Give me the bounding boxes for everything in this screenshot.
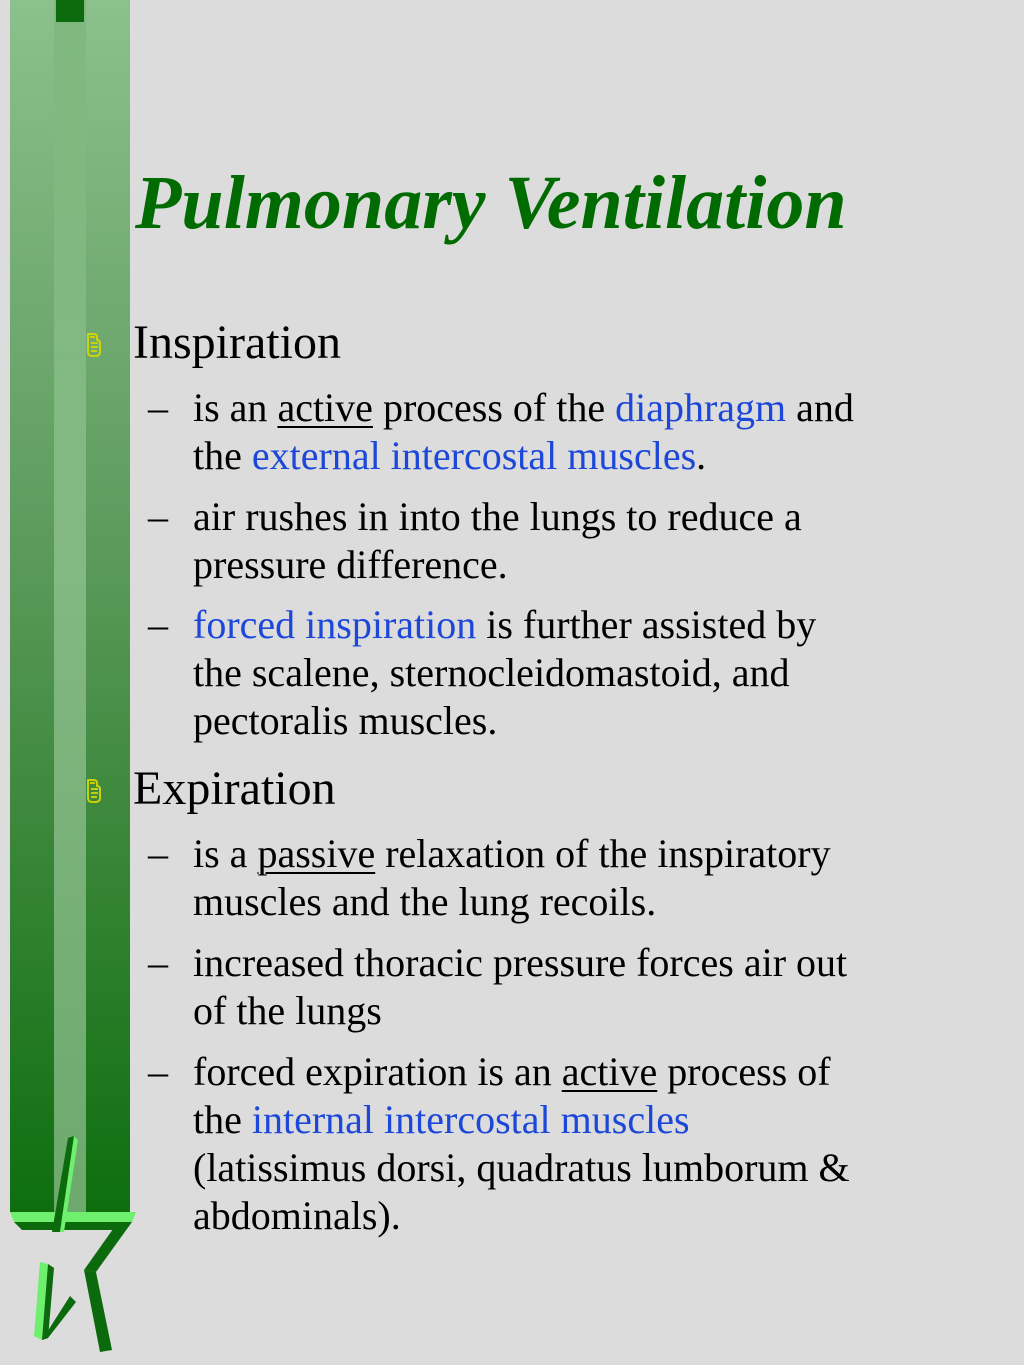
underlined-term: active bbox=[277, 385, 373, 430]
dash-marker: – bbox=[148, 385, 168, 430]
section-heading-inspiration: Inspiration bbox=[133, 316, 341, 369]
text: increased thoracic pressure forces air out bbox=[193, 940, 848, 985]
underlined-term: passive bbox=[257, 831, 376, 876]
highlighted-term: diaphragm bbox=[615, 385, 787, 430]
list-item bbox=[148, 601, 968, 745]
list-item bbox=[148, 830, 968, 926]
text: the bbox=[193, 1097, 252, 1142]
list-item bbox=[148, 1048, 968, 1240]
section-heading-expiration: Expiration bbox=[133, 762, 336, 815]
underlined-term: active bbox=[561, 1049, 658, 1094]
highlighted-term: internal intercostal muscles bbox=[251, 1097, 690, 1142]
text: and bbox=[786, 385, 854, 430]
dash-marker: – bbox=[148, 494, 168, 539]
text: process of bbox=[657, 1049, 831, 1094]
text: air rushes in into the lungs to reduce a bbox=[193, 494, 802, 539]
text: abdominals). bbox=[193, 1193, 401, 1238]
text: (latissimus dorsi, quadratus lumborum & bbox=[193, 1145, 850, 1190]
pointing-hand-icon bbox=[84, 778, 104, 804]
highlighted-term: forced inspiration bbox=[193, 602, 477, 647]
pointing-hand-icon bbox=[84, 332, 104, 358]
decorative-sidebar bbox=[0, 0, 140, 1365]
text: is further assisted by bbox=[476, 602, 817, 647]
slide-title: Pulmonary Ventilation bbox=[135, 161, 847, 245]
text: muscles and the lung recoils. bbox=[193, 879, 657, 924]
text: the bbox=[193, 433, 252, 478]
dash-marker: – bbox=[148, 602, 168, 647]
list-item bbox=[148, 939, 968, 1035]
list-item bbox=[148, 384, 968, 480]
text: is a bbox=[193, 831, 258, 876]
dash-marker: – bbox=[148, 940, 168, 985]
text: process of the bbox=[372, 385, 616, 430]
text: relaxation of the inspiratory bbox=[375, 831, 831, 876]
text: pressure difference. bbox=[193, 542, 508, 587]
text: of the lungs bbox=[193, 988, 382, 1033]
text: the scalene, sternocleidomastoid, and bbox=[193, 650, 790, 695]
dash-marker: – bbox=[148, 831, 168, 876]
green-bars bbox=[10, 0, 130, 1212]
text: forced expiration is an bbox=[193, 1049, 562, 1094]
text: is an bbox=[193, 385, 278, 430]
highlighted-term: external intercostal muscles bbox=[251, 433, 697, 478]
dash-marker: – bbox=[148, 1049, 168, 1094]
text: . bbox=[696, 433, 707, 478]
text: pectoralis muscles. bbox=[193, 698, 498, 743]
list-item bbox=[148, 493, 968, 589]
